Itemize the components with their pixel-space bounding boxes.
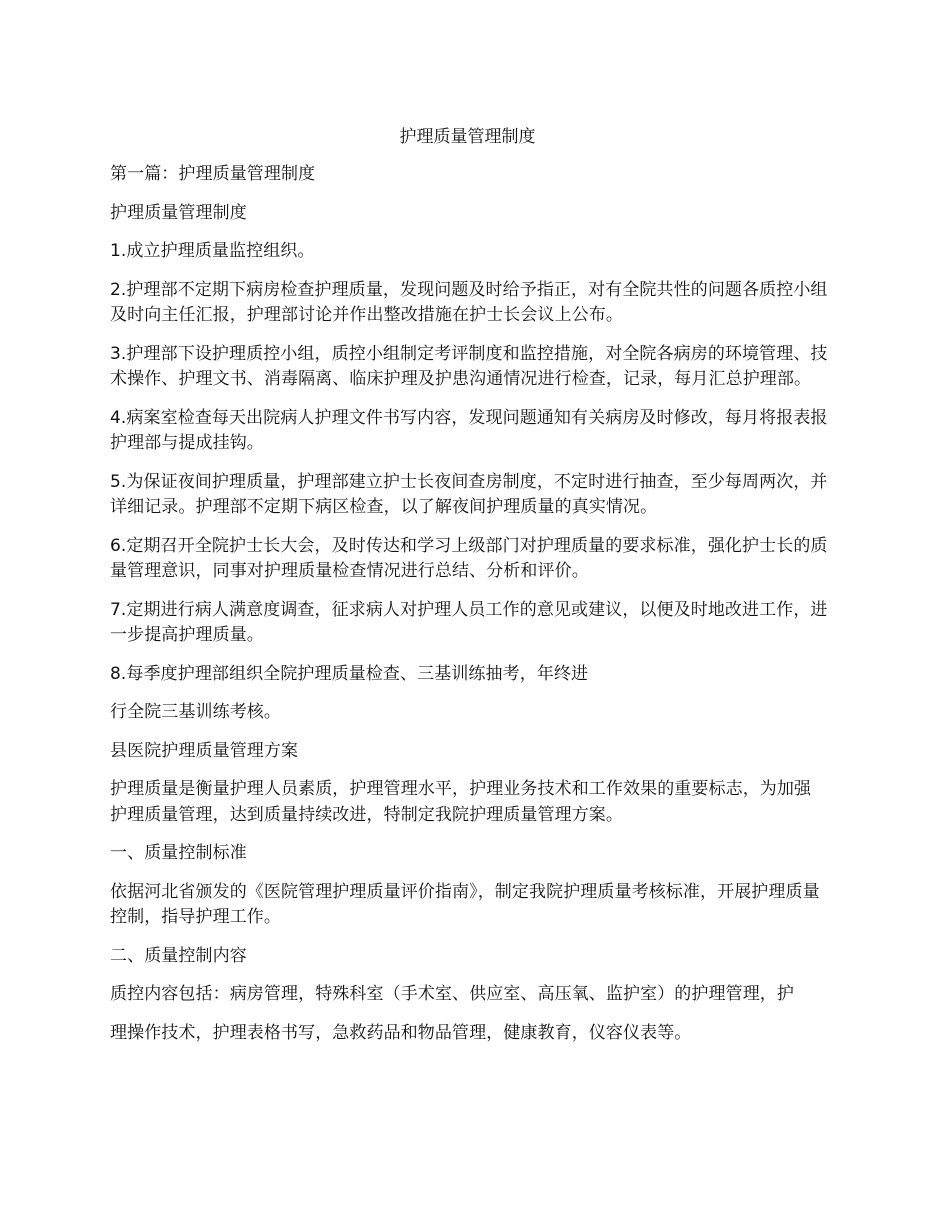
paragraph-content-text: 质控内容包括：病房管理，特殊科室（手术室、供应室、高压氧、监护室）的护理管理，护 (110, 984, 794, 1004)
paragraph-heading-standard: 一、质量控制标准 (110, 843, 247, 863)
paragraph-content-text-continued: 理操作技术，护理表格书写，急救药品和物品管理，健康教育，仪容仪表等。 (110, 1022, 692, 1043)
paragraph-item-2: 2.护理部不定期下病房检查护理质量，发现问题及时给予指正，对有全院共性的问题各质控小组及时向主任汇报，护理部讨论并作出整改措施在护士长会议上公布。 (110, 279, 828, 325)
document-body (110, 162, 828, 1059)
paragraph-standard-text: 依据河北省颁发的《医院管理护理质量评价指南》，制定我院护理质量考核标准，开展护理质量控制，指导护理工作。 (110, 881, 820, 927)
paragraph-section-title: 护理质量管理制度 (110, 202, 247, 223)
paragraph-item-4: 4.病案室检查每天出院病人护理文件书写内容，发现问题通知有关病房及时修改，每月将报表报护理部与提成挂钩。 (110, 407, 828, 453)
document-title: 护理质量管理制度 (399, 127, 536, 147)
paragraph-plan-title: 县医院护理质量管理方案 (110, 740, 299, 761)
paragraph-heading-content: 二、质量控制内容 (110, 945, 247, 966)
paragraph-item-3: 3.护理部下设护理质控小组，质控小组制定考评制度和监控措施，对全院各病房的环境管理、技术操作、护理文书、消毒隔离、临床护理及护患沟通情况进行检查，记录，每月汇总护理部。 (110, 343, 828, 389)
paragraph-item-1: 1.成立护理质量监控组织。 (110, 241, 315, 261)
paragraph-item-8: 8.每季度护理部组织全院护理质量检查、三基训练抽考，年终进 (110, 663, 589, 684)
paragraph-item-8-continued: 行全院三基训练考核。 (110, 702, 281, 722)
paragraph-item-5: 5.为保证夜间护理质量，护理部建立护士长夜间查房制度，不定时进行抽查，至少每周两次，并详细记录。护理部不定期下病区检查，以了解夜间护理质量的真实情况。 (110, 471, 828, 517)
paragraph-item-7: 7.定期进行病人满意度调查，征求病人对护理人员工作的意见或建议，以便及时地改进工作，进一步提高护理质量。 (110, 599, 828, 645)
paragraph-plan-intro: 护理质量是衡量护理人员素质，护理管理水平，护理业务技术和工作效果的重要标志，为加强护理质量管理，达到质量持续改进，特制定我院护理质量管理方案。 (110, 779, 812, 825)
paragraph-part-heading: 第一篇：护理质量管理制度 (110, 164, 316, 184)
paragraph-item-6: 6.定期召开全院护士长大会，及时传达和学习上级部门对护理质量的要求标准，强化护士长的质量管理意识，同事对护理质量检查情况进行总结、分析和评价。 (110, 535, 828, 581)
